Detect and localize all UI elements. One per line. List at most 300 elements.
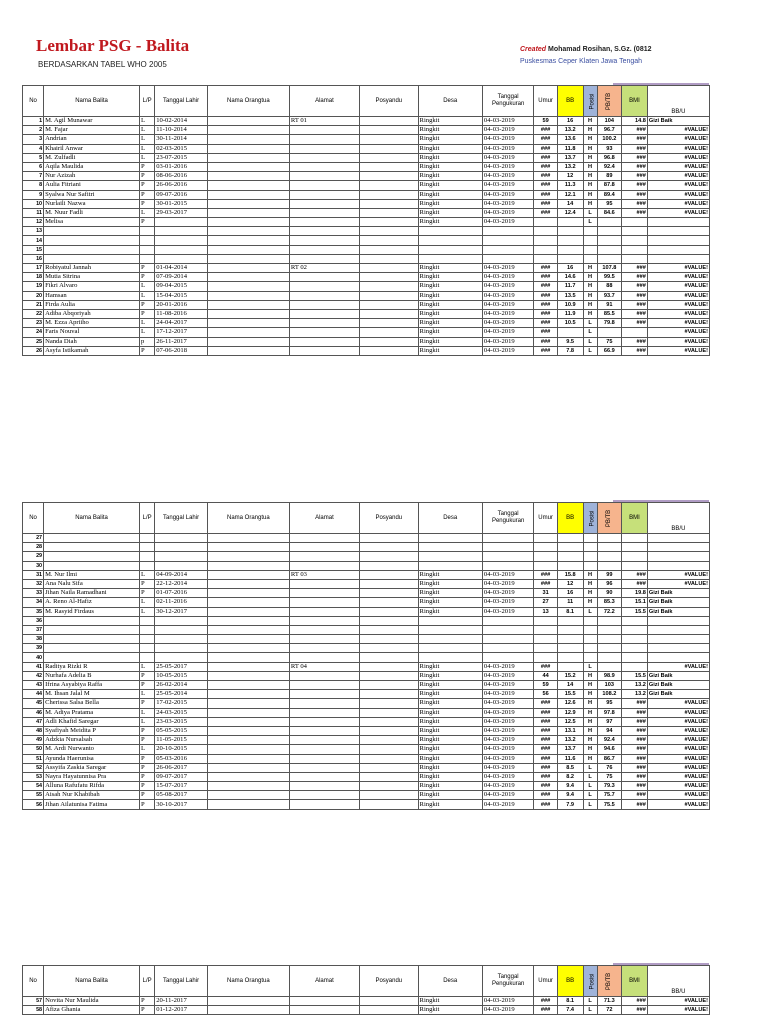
cell-village[interactable]: Ringkit — [418, 309, 482, 318]
cell-weight[interactable]: 8.1 — [557, 997, 583, 1006]
cell-bmi[interactable]: ### — [622, 181, 648, 190]
cell-parent[interactable] — [207, 543, 289, 552]
cell-parent[interactable] — [207, 181, 289, 190]
cell-bmi[interactable]: ### — [622, 791, 648, 800]
cell-posyandu[interactable] — [360, 791, 419, 800]
cell-posyandu[interactable] — [360, 552, 419, 561]
cell-bmi[interactable]: ### — [622, 708, 648, 717]
cell-position[interactable]: H — [583, 181, 597, 190]
cell-address[interactable] — [289, 227, 359, 236]
cell-bmi[interactable] — [622, 616, 648, 625]
cell-position[interactable]: L — [583, 337, 597, 346]
cell-measure-date[interactable]: 04-03-2019 — [482, 690, 533, 699]
cell-bmi[interactable]: ### — [622, 800, 648, 809]
cell-posyandu[interactable] — [360, 681, 419, 690]
cell-weight[interactable]: 13.1 — [557, 726, 583, 735]
cell-height[interactable] — [597, 245, 622, 254]
cell-sex[interactable]: P — [140, 772, 155, 781]
cell-status[interactable]: #VALUE! — [647, 264, 709, 273]
cell-parent[interactable] — [207, 662, 289, 671]
cell-bmi[interactable] — [622, 534, 648, 543]
cell-sex[interactable] — [140, 227, 155, 236]
cell-name[interactable]: Robiyatul Jannah — [44, 264, 140, 273]
cell-posyandu[interactable] — [360, 144, 419, 153]
cell-village[interactable]: Ringkit — [418, 607, 482, 616]
cell-status[interactable]: #VALUE! — [647, 662, 709, 671]
cell-village[interactable]: Ringkit — [418, 144, 482, 153]
cell-sex[interactable]: L — [140, 607, 155, 616]
cell-birth-date[interactable]: 26-11-2017 — [155, 337, 208, 346]
cell-birth-date[interactable]: 09-04-2015 — [155, 282, 208, 291]
cell-posyandu[interactable] — [360, 699, 419, 708]
cell-age[interactable] — [534, 245, 557, 254]
cell-position[interactable] — [583, 625, 597, 634]
cell-status[interactable]: #VALUE! — [647, 997, 709, 1006]
cell-position[interactable] — [583, 616, 597, 625]
cell-posyandu[interactable] — [360, 800, 419, 809]
cell-posyandu[interactable] — [360, 745, 419, 754]
cell-bmi[interactable] — [622, 254, 648, 263]
cell-address[interactable] — [289, 782, 359, 791]
cell-no[interactable]: 40 — [23, 653, 44, 662]
cell-bmi[interactable] — [622, 218, 648, 227]
cell-status[interactable]: #VALUE! — [647, 328, 709, 337]
cell-birth-date[interactable]: 15-07-2017 — [155, 782, 208, 791]
cell-posyandu[interactable] — [360, 561, 419, 570]
cell-position[interactable]: H — [583, 589, 597, 598]
cell-bmi[interactable]: 19.8 — [622, 589, 648, 598]
cell-birth-date[interactable]: 26-06-2016 — [155, 181, 208, 190]
cell-age[interactable]: 44 — [534, 671, 557, 680]
cell-birth-date[interactable] — [155, 254, 208, 263]
cell-measure-date[interactable]: 04-03-2019 — [482, 126, 533, 135]
cell-height[interactable]: 96.7 — [597, 126, 622, 135]
cell-height[interactable]: 89 — [597, 172, 622, 181]
cell-measure-date[interactable]: 04-03-2019 — [482, 699, 533, 708]
cell-weight[interactable] — [557, 653, 583, 662]
cell-name[interactable] — [44, 635, 140, 644]
cell-no[interactable]: 16 — [23, 254, 44, 263]
cell-birth-date[interactable]: 11-10-2014 — [155, 126, 208, 135]
cell-no[interactable]: 26 — [23, 346, 44, 355]
cell-sex[interactable]: P — [140, 181, 155, 190]
cell-sex[interactable]: L — [140, 126, 155, 135]
cell-parent[interactable] — [207, 552, 289, 561]
cell-parent[interactable] — [207, 736, 289, 745]
cell-bmi[interactable] — [622, 245, 648, 254]
cell-measure-date[interactable]: 04-03-2019 — [482, 754, 533, 763]
cell-weight[interactable] — [557, 218, 583, 227]
cell-address[interactable] — [289, 800, 359, 809]
cell-village[interactable]: Ringkit — [418, 598, 482, 607]
cell-status[interactable]: #VALUE! — [647, 309, 709, 318]
cell-bmi[interactable]: ### — [622, 772, 648, 781]
cell-bmi[interactable] — [622, 227, 648, 236]
cell-age[interactable]: ### — [534, 172, 557, 181]
cell-parent[interactable] — [207, 117, 289, 126]
cell-no[interactable]: 21 — [23, 300, 44, 309]
cell-parent[interactable] — [207, 653, 289, 662]
cell-weight[interactable]: 12 — [557, 172, 583, 181]
cell-sex[interactable]: p — [140, 337, 155, 346]
cell-sex[interactable] — [140, 236, 155, 245]
cell-bmi[interactable]: 15.5 — [622, 671, 648, 680]
cell-bmi[interactable]: ### — [622, 291, 648, 300]
cell-sex[interactable]: P — [140, 264, 155, 273]
cell-address[interactable] — [289, 162, 359, 171]
cell-name[interactable]: M. Ezza Apriiho — [44, 319, 140, 328]
cell-measure-date[interactable]: 04-03-2019 — [482, 726, 533, 735]
cell-no[interactable]: 17 — [23, 264, 44, 273]
cell-measure-date[interactable]: 04-03-2019 — [482, 598, 533, 607]
cell-bmi[interactable]: ### — [622, 199, 648, 208]
cell-address[interactable] — [289, 181, 359, 190]
cell-position[interactable]: H — [583, 579, 597, 588]
cell-weight[interactable]: 13.5 — [557, 291, 583, 300]
cell-village[interactable] — [418, 543, 482, 552]
cell-age[interactable]: ### — [534, 291, 557, 300]
cell-sex[interactable]: P — [140, 579, 155, 588]
cell-status[interactable]: #VALUE! — [647, 190, 709, 199]
cell-address[interactable] — [289, 172, 359, 181]
cell-sex[interactable]: P — [140, 736, 155, 745]
cell-measure-date[interactable]: 04-03-2019 — [482, 346, 533, 355]
cell-measure-date[interactable] — [482, 552, 533, 561]
cell-posyandu[interactable] — [360, 319, 419, 328]
cell-age[interactable]: ### — [534, 126, 557, 135]
cell-status[interactable] — [647, 625, 709, 634]
cell-measure-date[interactable]: 04-03-2019 — [482, 291, 533, 300]
cell-bmi[interactable]: ### — [622, 309, 648, 318]
cell-no[interactable]: 7 — [23, 172, 44, 181]
cell-village[interactable]: Ringkit — [418, 153, 482, 162]
cell-parent[interactable] — [207, 570, 289, 579]
cell-bmi[interactable]: ### — [622, 337, 648, 346]
cell-measure-date[interactable]: 04-03-2019 — [482, 264, 533, 273]
cell-age[interactable]: ### — [534, 300, 557, 309]
cell-position[interactable] — [583, 644, 597, 653]
cell-no[interactable]: 20 — [23, 291, 44, 300]
cell-position[interactable]: H — [583, 117, 597, 126]
cell-parent[interactable] — [207, 726, 289, 735]
cell-sex[interactable]: L — [140, 598, 155, 607]
cell-posyandu[interactable] — [360, 644, 419, 653]
cell-age[interactable]: ### — [534, 144, 557, 153]
cell-status[interactable]: #VALUE! — [647, 172, 709, 181]
cell-name[interactable]: M. Rasyid Firdaus — [44, 607, 140, 616]
cell-measure-date[interactable] — [482, 616, 533, 625]
cell-posyandu[interactable] — [360, 126, 419, 135]
cell-no[interactable]: 54 — [23, 782, 44, 791]
cell-height[interactable]: 96 — [597, 579, 622, 588]
cell-posyandu[interactable] — [360, 534, 419, 543]
cell-status[interactable]: #VALUE! — [647, 282, 709, 291]
cell-age[interactable]: ### — [534, 699, 557, 708]
cell-birth-date[interactable]: 24-04-2017 — [155, 319, 208, 328]
cell-village[interactable] — [418, 552, 482, 561]
cell-village[interactable]: Ringkit — [418, 662, 482, 671]
cell-status[interactable] — [647, 552, 709, 561]
cell-height[interactable]: 76 — [597, 763, 622, 772]
cell-status[interactable] — [647, 644, 709, 653]
cell-parent[interactable] — [207, 291, 289, 300]
cell-bmi[interactable]: ### — [622, 172, 648, 181]
cell-height[interactable]: 91 — [597, 300, 622, 309]
cell-weight[interactable]: 8.5 — [557, 763, 583, 772]
cell-birth-date[interactable]: 05-08-2017 — [155, 791, 208, 800]
cell-no[interactable]: 9 — [23, 190, 44, 199]
cell-measure-date[interactable] — [482, 245, 533, 254]
cell-position[interactable]: L — [583, 800, 597, 809]
cell-village[interactable]: Ringkit — [418, 772, 482, 781]
cell-village[interactable]: Ringkit — [418, 126, 482, 135]
cell-village[interactable] — [418, 236, 482, 245]
cell-posyandu[interactable] — [360, 616, 419, 625]
cell-status[interactable]: Gizi Baik — [647, 117, 709, 126]
cell-village[interactable]: Ringkit — [418, 671, 482, 680]
cell-weight[interactable] — [557, 561, 583, 570]
cell-position[interactable] — [583, 245, 597, 254]
cell-address[interactable] — [289, 208, 359, 217]
cell-status[interactable]: #VALUE! — [647, 346, 709, 355]
cell-status[interactable]: #VALUE! — [647, 291, 709, 300]
cell-bmi[interactable]: ### — [622, 273, 648, 282]
cell-position[interactable]: H — [583, 754, 597, 763]
cell-parent[interactable] — [207, 561, 289, 570]
cell-position[interactable]: H — [583, 726, 597, 735]
cell-address[interactable] — [289, 616, 359, 625]
cell-bmi[interactable]: ### — [622, 754, 648, 763]
cell-measure-date[interactable]: 04-03-2019 — [482, 662, 533, 671]
cell-address[interactable] — [289, 671, 359, 680]
cell-status[interactable]: #VALUE! — [647, 763, 709, 772]
cell-address[interactable] — [289, 337, 359, 346]
cell-status[interactable]: #VALUE! — [647, 772, 709, 781]
cell-birth-date[interactable] — [155, 625, 208, 634]
cell-weight[interactable]: 15.2 — [557, 671, 583, 680]
cell-position[interactable]: H — [583, 199, 597, 208]
cell-position[interactable] — [583, 254, 597, 263]
cell-village[interactable]: Ringkit — [418, 300, 482, 309]
cell-status[interactable] — [647, 218, 709, 227]
cell-address[interactable] — [289, 218, 359, 227]
cell-weight[interactable]: 10.9 — [557, 300, 583, 309]
cell-age[interactable]: ### — [534, 800, 557, 809]
cell-age[interactable]: ### — [534, 309, 557, 318]
cell-address[interactable] — [289, 1006, 359, 1015]
cell-bmi[interactable]: ### — [622, 264, 648, 273]
cell-measure-date[interactable]: 04-03-2019 — [482, 319, 533, 328]
cell-sex[interactable]: P — [140, 1006, 155, 1015]
cell-posyandu[interactable] — [360, 181, 419, 190]
cell-posyandu[interactable] — [360, 282, 419, 291]
cell-weight[interactable]: 13.2 — [557, 126, 583, 135]
cell-age[interactable] — [534, 543, 557, 552]
cell-sex[interactable]: P — [140, 800, 155, 809]
cell-name[interactable]: A. Reno Al-Hafiz — [44, 598, 140, 607]
cell-no[interactable]: 52 — [23, 763, 44, 772]
cell-status[interactable]: #VALUE! — [647, 782, 709, 791]
cell-parent[interactable] — [207, 534, 289, 543]
cell-height[interactable] — [597, 653, 622, 662]
cell-position[interactable]: L — [583, 328, 597, 337]
cell-birth-date[interactable]: 10-05-2015 — [155, 671, 208, 680]
cell-weight[interactable]: 13.2 — [557, 736, 583, 745]
cell-position[interactable]: H — [583, 126, 597, 135]
cell-village[interactable]: Ringkit — [418, 717, 482, 726]
cell-sex[interactable]: P — [140, 172, 155, 181]
cell-measure-date[interactable]: 04-03-2019 — [482, 782, 533, 791]
cell-age[interactable]: ### — [534, 208, 557, 217]
cell-weight[interactable]: 11 — [557, 598, 583, 607]
cell-name[interactable]: Novita Nur Maulida — [44, 997, 140, 1006]
cell-bmi[interactable] — [622, 644, 648, 653]
cell-measure-date[interactable]: 04-03-2019 — [482, 772, 533, 781]
cell-posyandu[interactable] — [360, 772, 419, 781]
cell-status[interactable]: #VALUE! — [647, 736, 709, 745]
cell-sex[interactable]: L — [140, 745, 155, 754]
cell-age[interactable]: 59 — [534, 117, 557, 126]
cell-parent[interactable] — [207, 153, 289, 162]
cell-age[interactable] — [534, 653, 557, 662]
cell-parent[interactable] — [207, 690, 289, 699]
cell-no[interactable]: 22 — [23, 309, 44, 318]
cell-birth-date[interactable] — [155, 552, 208, 561]
cell-no[interactable]: 43 — [23, 681, 44, 690]
cell-village[interactable]: Ringkit — [418, 162, 482, 171]
cell-no[interactable]: 12 — [23, 218, 44, 227]
cell-measure-date[interactable]: 04-03-2019 — [482, 144, 533, 153]
cell-age[interactable] — [534, 218, 557, 227]
cell-birth-date[interactable]: 05-05-2015 — [155, 726, 208, 735]
cell-name[interactable]: M. Ardi Nurwanto — [44, 745, 140, 754]
cell-village[interactable]: Ringkit — [418, 791, 482, 800]
cell-weight[interactable]: 12 — [557, 579, 583, 588]
cell-height[interactable]: 72 — [597, 1006, 622, 1015]
cell-birth-date[interactable]: 17-12-2017 — [155, 328, 208, 337]
cell-parent[interactable] — [207, 598, 289, 607]
cell-parent[interactable] — [207, 218, 289, 227]
cell-name[interactable]: Alluna Rafufatu Rifda — [44, 782, 140, 791]
cell-bmi[interactable]: ### — [622, 135, 648, 144]
cell-height[interactable] — [597, 625, 622, 634]
cell-posyandu[interactable] — [360, 208, 419, 217]
cell-name[interactable] — [44, 616, 140, 625]
cell-status[interactable] — [647, 227, 709, 236]
cell-village[interactable]: Ringkit — [418, 172, 482, 181]
cell-parent[interactable] — [207, 699, 289, 708]
cell-village[interactable]: Ringkit — [418, 135, 482, 144]
cell-height[interactable]: 75.5 — [597, 800, 622, 809]
cell-measure-date[interactable] — [482, 236, 533, 245]
cell-status[interactable] — [647, 616, 709, 625]
cell-position[interactable]: H — [583, 144, 597, 153]
cell-position[interactable]: H — [583, 309, 597, 318]
cell-birth-date[interactable]: 20-10-2015 — [155, 745, 208, 754]
cell-weight[interactable] — [557, 534, 583, 543]
cell-name[interactable]: Aisah Nur Khabibah — [44, 791, 140, 800]
cell-name[interactable] — [44, 552, 140, 561]
cell-status[interactable] — [647, 534, 709, 543]
cell-no[interactable]: 1 — [23, 117, 44, 126]
cell-sex[interactable]: L — [140, 144, 155, 153]
cell-address[interactable] — [289, 144, 359, 153]
cell-bmi[interactable]: ### — [622, 282, 648, 291]
cell-age[interactable] — [534, 552, 557, 561]
cell-birth-date[interactable] — [155, 644, 208, 653]
cell-posyandu[interactable] — [360, 227, 419, 236]
cell-status[interactable] — [647, 653, 709, 662]
cell-village[interactable]: Ringkit — [418, 726, 482, 735]
cell-village[interactable]: Ringkit — [418, 782, 482, 791]
cell-height[interactable]: 79.8 — [597, 319, 622, 328]
cell-address[interactable] — [289, 561, 359, 570]
cell-weight[interactable]: 9.5 — [557, 337, 583, 346]
cell-name[interactable]: M. Ihsan Jalal M — [44, 690, 140, 699]
cell-parent[interactable] — [207, 763, 289, 772]
cell-height[interactable] — [597, 616, 622, 625]
cell-age[interactable] — [534, 644, 557, 653]
cell-address[interactable] — [289, 625, 359, 634]
cell-posyandu[interactable] — [360, 717, 419, 726]
cell-name[interactable]: Syafiyah Meidita P — [44, 726, 140, 735]
cell-no[interactable]: 13 — [23, 227, 44, 236]
cell-bmi[interactable]: ### — [622, 726, 648, 735]
cell-weight[interactable]: 9.4 — [557, 791, 583, 800]
cell-birth-date[interactable] — [155, 635, 208, 644]
cell-bmi[interactable]: ### — [622, 1006, 648, 1015]
cell-age[interactable]: ### — [534, 264, 557, 273]
cell-bmi[interactable] — [622, 653, 648, 662]
cell-village[interactable]: Ringkit — [418, 328, 482, 337]
cell-measure-date[interactable]: 04-03-2019 — [482, 181, 533, 190]
cell-parent[interactable] — [207, 282, 289, 291]
cell-height[interactable]: 97 — [597, 717, 622, 726]
cell-address[interactable] — [289, 681, 359, 690]
cell-age[interactable]: ### — [534, 273, 557, 282]
cell-no[interactable]: 42 — [23, 671, 44, 680]
cell-posyandu[interactable] — [360, 328, 419, 337]
cell-position[interactable]: L — [583, 319, 597, 328]
cell-measure-date[interactable]: 04-03-2019 — [482, 117, 533, 126]
cell-position[interactable] — [583, 534, 597, 543]
cell-height[interactable]: 93 — [597, 144, 622, 153]
cell-birth-date[interactable]: 11-08-2016 — [155, 309, 208, 318]
cell-weight[interactable] — [557, 254, 583, 263]
cell-village[interactable]: Ringkit — [418, 264, 482, 273]
cell-address[interactable] — [289, 328, 359, 337]
cell-position[interactable]: H — [583, 699, 597, 708]
cell-sex[interactable]: P — [140, 681, 155, 690]
cell-no[interactable]: 51 — [23, 754, 44, 763]
cell-no[interactable]: 55 — [23, 791, 44, 800]
cell-birth-date[interactable] — [155, 561, 208, 570]
cell-status[interactable] — [647, 236, 709, 245]
cell-sex[interactable]: P — [140, 726, 155, 735]
cell-bmi[interactable]: ### — [622, 745, 648, 754]
cell-name[interactable]: Jihan Naila Ramadhani — [44, 589, 140, 598]
cell-sex[interactable] — [140, 561, 155, 570]
cell-height[interactable]: 99 — [597, 570, 622, 579]
cell-village[interactable] — [418, 653, 482, 662]
cell-address[interactable] — [289, 754, 359, 763]
cell-village[interactable]: Ringkit — [418, 745, 482, 754]
cell-posyandu[interactable] — [360, 653, 419, 662]
cell-name[interactable]: Ana Nalu Sifa — [44, 579, 140, 588]
cell-name[interactable]: Andrian — [44, 135, 140, 144]
cell-parent[interactable] — [207, 227, 289, 236]
cell-age[interactable]: 27 — [534, 598, 557, 607]
